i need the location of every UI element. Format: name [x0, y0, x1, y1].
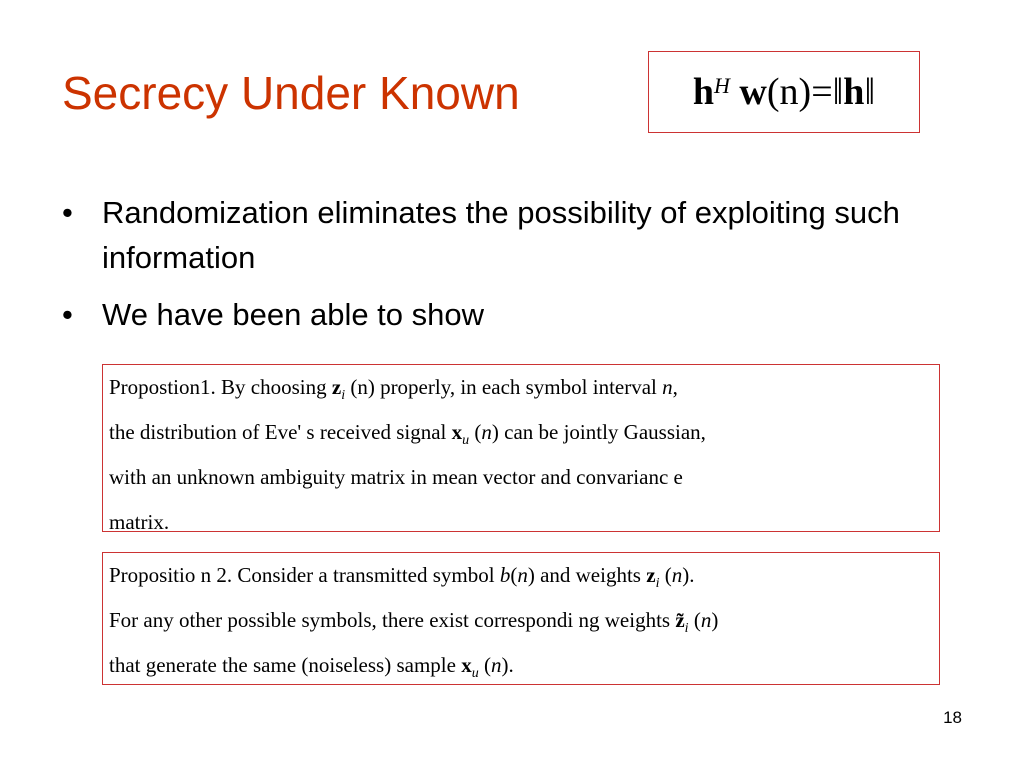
formula-h: h: [692, 71, 715, 113]
page-number: 18: [943, 708, 962, 727]
bullet-dot-icon: •: [62, 195, 73, 230]
proposition-2-box: [102, 552, 940, 685]
slide-title: Secrecy Under Known: [62, 67, 520, 119]
formula-hermitian-sup: H: [714, 73, 730, 98]
bullet-item: [62, 292, 942, 337]
prop1-line-1: Propostion1. By choosing $z_i$ (n) properly, in each symbol interval n,: [109, 375, 678, 404]
bullet-list: [62, 190, 942, 349]
formula-arg: (n): [766, 71, 812, 113]
bullet-item: [62, 190, 942, 280]
prop2-line-3: that generate the same (noiseless) sample $x_u$ (n).: [109, 653, 514, 682]
formula-w: w: [739, 71, 767, 113]
formula-equals: =: [811, 71, 833, 113]
prop1-line-2: the distribution of Eve' s received signal $x_u$ (n) can be jointly Gaussian,: [109, 420, 706, 449]
formula-norm-close: ‖: [864, 71, 876, 113]
bullet-text: We have been able to show: [102, 297, 485, 332]
bullet-dot-icon: •: [62, 297, 73, 332]
formula-box: [648, 51, 920, 133]
prop2-line-1: Propositio n 2. Consider a transmitted symbol b(n) and weights $z_i$ (n).: [109, 563, 695, 592]
prop1-line-3: with an unknown ambiguity matrix in mean vector and convarianc e: [109, 465, 683, 489]
prop1-line-4: matrix.: [109, 510, 170, 532]
proposition-1-box: [102, 364, 940, 532]
formula-norm-open: ‖: [832, 71, 844, 113]
formula-norm-h: h: [843, 71, 865, 113]
bullet-text: Randomization eliminates the possibility of exploiting such information: [102, 195, 900, 275]
prop2-line-2: For any other possible symbols, there exist correspondi ng weights $z̃_i$ (n): [109, 608, 719, 637]
